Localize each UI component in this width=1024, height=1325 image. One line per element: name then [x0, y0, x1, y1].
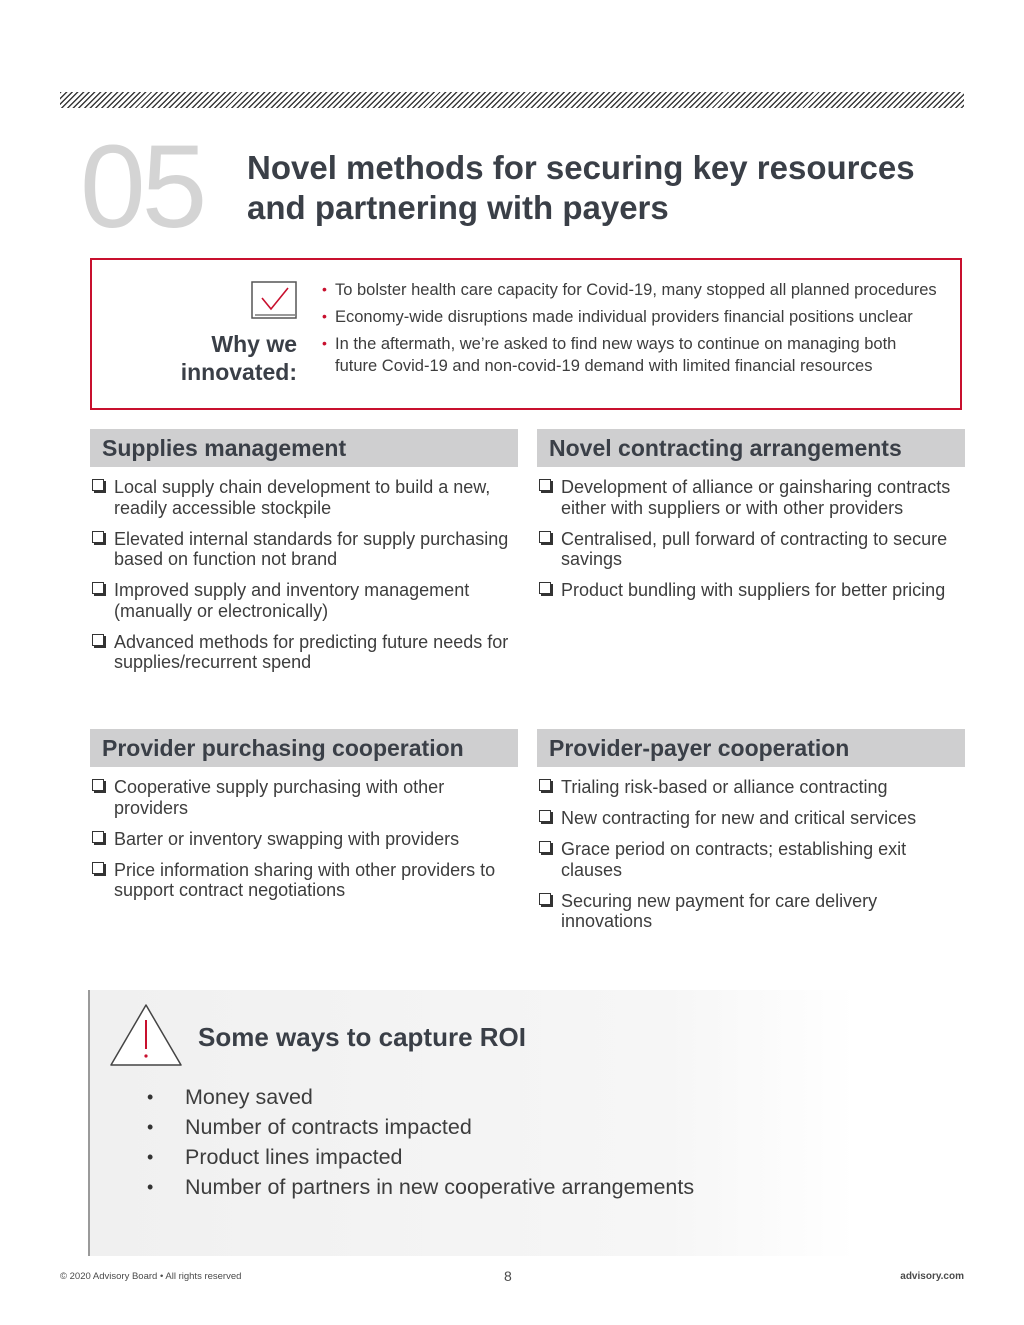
footer-site: advisory.com — [900, 1271, 964, 1282]
panel-title: Novel contracting arrangements — [537, 429, 965, 467]
warning-triangle-icon — [108, 1002, 184, 1068]
why-innovated-list — [322, 279, 942, 382]
list-item: New contracting for new and critical services — [537, 808, 965, 829]
checkbox-bullet-icon — [539, 841, 551, 853]
list-item: • Money saved — [145, 1082, 694, 1112]
bullet-icon: • — [147, 1177, 154, 1197]
list-item: Centralised, pull forward of contracting to secure savings — [537, 529, 965, 570]
list-item: Local supply chain development to build a new, readily accessible stockpile — [90, 477, 518, 518]
panel-provider-purchasing — [90, 729, 518, 911]
why-point: • Economy-wide disruptions made individual providers financial positions unclear — [322, 306, 942, 328]
list-item: Grace period on contracts; establishing exit clauses — [537, 839, 965, 880]
checkbox-bullet-icon — [92, 531, 104, 543]
bullet-icon: • — [147, 1117, 154, 1137]
checkbox-bullet-icon — [539, 779, 551, 791]
section-number: 05 — [80, 121, 204, 253]
checkbox-bullet-icon — [539, 893, 551, 905]
why-innovated-label: Why we innovated: — [180, 331, 297, 385]
red-bullet-icon: • — [322, 281, 327, 297]
header-hatch-divider — [60, 92, 964, 108]
list-item: • Number of partners in new cooperative arrangements — [145, 1172, 694, 1202]
panel-novel-contracting — [537, 429, 965, 611]
checkbox-bullet-icon — [92, 634, 104, 646]
panel-title: Provider purchasing cooperation — [90, 729, 518, 767]
list-item: • Number of contracts impacted — [145, 1112, 694, 1142]
list-item: Product bundling with suppliers for better pricing — [537, 580, 965, 601]
checkbox-bullet-icon — [539, 810, 551, 822]
checkbox-bullet-icon — [92, 479, 104, 491]
footer-page-number: 8 — [504, 1268, 512, 1284]
checkbox-bullet-icon — [539, 582, 551, 594]
checkbox-check-icon — [251, 281, 297, 319]
list-item: Improved supply and inventory management (manually or electronically) — [90, 580, 518, 621]
list-item: Price information sharing with other providers to support contract negotiations — [90, 860, 518, 901]
page-title: Novel methods for securing key resources and partnering with payers — [247, 149, 915, 226]
list-item: Cooperative supply purchasing with other providers — [90, 777, 518, 818]
panel-list — [537, 477, 965, 601]
panel-title: Supplies management — [90, 429, 518, 467]
list-item: Elevated internal standards for supply purchasing based on function not brand — [90, 529, 518, 570]
list-item: Securing new payment for care delivery innovations — [537, 891, 965, 932]
bullet-icon: • — [147, 1147, 154, 1167]
checkbox-bullet-icon — [92, 582, 104, 594]
checkbox-bullet-icon — [539, 531, 551, 543]
bullet-icon: • — [147, 1087, 154, 1107]
roi-title: Some ways to capture ROI — [198, 1022, 526, 1052]
red-bullet-icon: • — [322, 335, 327, 351]
panel-provider-payer — [537, 729, 965, 942]
panel-list — [90, 477, 518, 673]
why-innovated-box — [90, 258, 962, 410]
list-item: Barter or inventory swapping with providers — [90, 829, 518, 850]
panel-list — [537, 777, 965, 932]
checkbox-bullet-icon — [92, 831, 104, 843]
roi-list — [145, 1082, 694, 1202]
list-item: Development of alliance or gainsharing contracts either with suppliers or with other providers — [537, 477, 965, 518]
footer-copyright: © 2020 Advisory Board • All rights reserved — [60, 1271, 242, 1282]
checkbox-bullet-icon — [92, 862, 104, 874]
list-item: Trialing risk-based or alliance contracting — [537, 777, 965, 798]
list-item: Advanced methods for predicting future needs for supplies/recurrent spend — [90, 632, 518, 673]
checkbox-bullet-icon — [92, 779, 104, 791]
roi-callout — [88, 990, 856, 1256]
red-bullet-icon: • — [322, 308, 327, 324]
why-point: • In the aftermath, we’re asked to find new ways to continue on managing both future Covid-19 and non-covid-19 demand with limited financial resources — [322, 333, 942, 377]
panel-list — [90, 777, 518, 901]
list-item: • Product lines impacted — [145, 1142, 694, 1172]
panel-title: Provider-payer cooperation — [537, 729, 965, 767]
why-point: • To bolster health care capacity for Covid-19, many stopped all planned procedures — [322, 279, 942, 301]
panel-supplies-management — [90, 429, 518, 683]
checkbox-bullet-icon — [539, 479, 551, 491]
